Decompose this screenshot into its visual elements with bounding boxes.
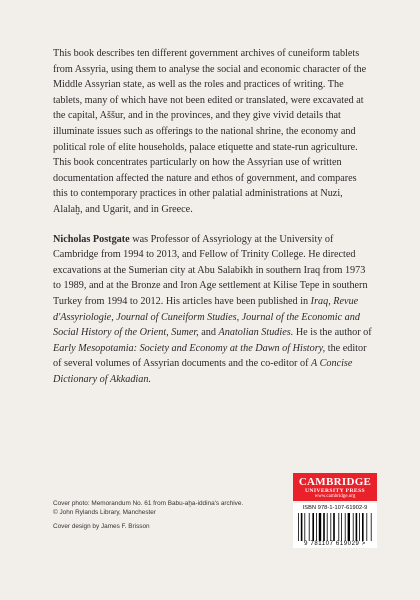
copyright-credit: © John Rylands Library, Manchester <box>53 508 156 516</box>
bio-book-1: Early Mesopotamia: Society and Economy at the Dawn of History, <box>53 342 326 354</box>
barcode-icon <box>297 513 373 541</box>
bio-text-2: and <box>198 327 219 339</box>
bio-text-1: was Professor of Assyriology at the University of Cambridge from 1994 to 2013, and Fellow of Trinity College. He directed excavations at the Sumerian city at Abu Salabikh in southern Iraq from 1973 to 1989, and at the Bronze and Iron Age settlement at Kilise Tepe in southern Turkey from 1994 to 2012. His articles have been published in <box>53 233 368 307</box>
isbn-label: ISBN 978-1-107-61902-9 <box>302 505 368 511</box>
cover-credits <box>53 500 283 532</box>
book-description: This book describes ten different government archives of cuneiform tablets from Assyria, using them to analyse the social and economic character of the Middle Assyrian state, as well as the roles and practices of writing. The tablets, many of which have not been edited or translated, were excavated at the capital, Aššur, and in the provinces, and they give vivid details that illuminate issues such as offerings to the national shrine, the economy and political role of elite households, palace etiquette and state-run agriculture. This book concentrates particularly on how the Assyrian use of written documentation affected the nature and ethos of government, and compares this to contemporary practices in other palatial administrations at Nuzi, Alalaḫ, and Ugarit, and in Greece. <box>53 48 367 215</box>
bio-journals: Iraq, Revue d'Assyriologie, Journal of Cuneiform Studies, Journal of the Economic and Social History of the Orient, Sumer, <box>53 295 360 339</box>
bio-text-3: He is the author of <box>293 327 372 339</box>
barcode-block <box>293 503 377 548</box>
barcode-digits: 9 781107 619029 > <box>304 541 366 547</box>
cover-design-credit: Cover design by James F. Brisson <box>53 523 150 531</box>
author-name: Nicholas Postgate <box>53 233 130 245</box>
back-cover-text <box>53 46 373 387</box>
cover-photo-credit: Cover photo: Memorandum No. 61 from Babu-aḫa-iddina's archive. <box>53 500 244 507</box>
publisher-name: CAMBRIDGE <box>298 476 372 488</box>
author-bio <box>53 232 373 388</box>
bio-journal-last: Anatolian Studies. <box>218 327 294 339</box>
bio-book-2: A Concise Dictionary of Akkadian. <box>53 358 353 385</box>
publisher-subtitle: UNIVERSITY PRESS <box>304 488 366 494</box>
publisher-url: www.cambridge.org <box>314 494 356 499</box>
publisher-logo <box>293 473 377 501</box>
bio-text-4: the editor of several volumes of Assyrian documents and the co-editor of <box>53 342 367 370</box>
